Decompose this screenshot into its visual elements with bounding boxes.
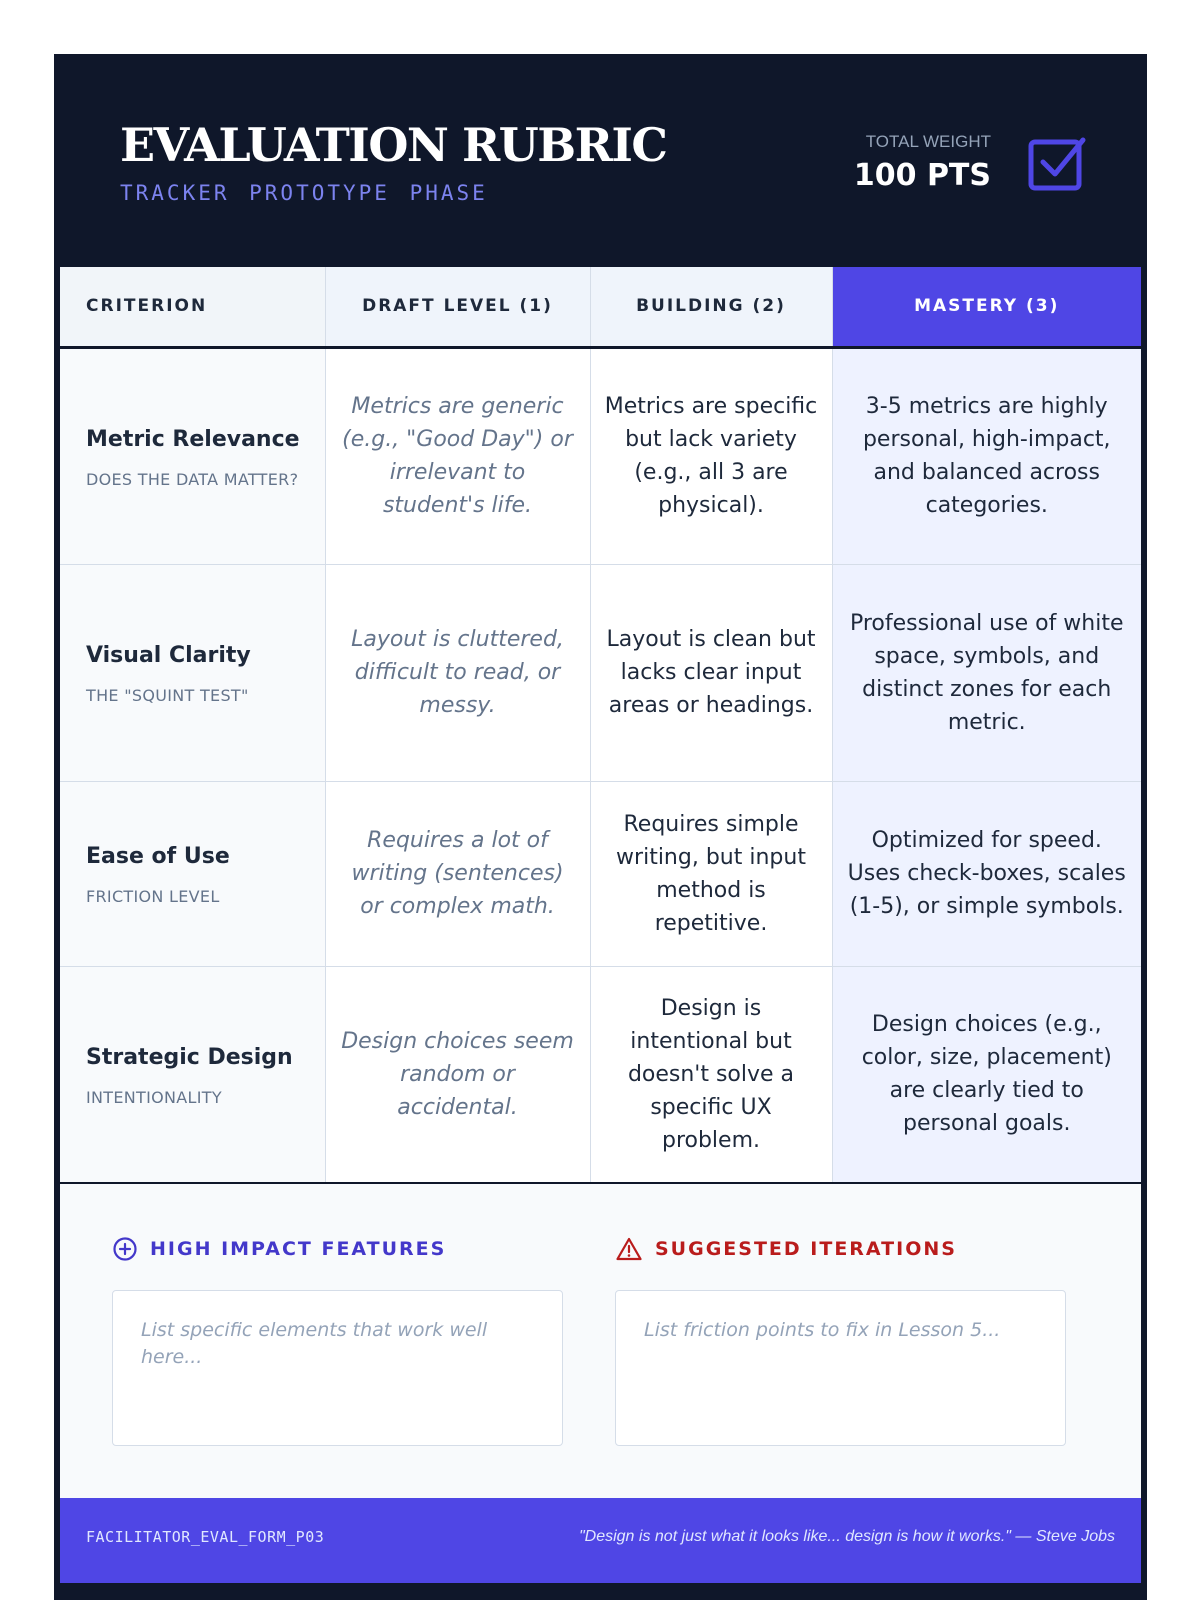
table-header-row [60,267,1141,347]
criterion-subtitle: DOES THE DATA MATTER? [86,469,299,489]
criterion-subtitle: INTENTIONALITY [86,1087,222,1107]
high-impact-features-section [112,1234,563,1451]
table-row [60,347,1141,564]
high-impact-features-input[interactable] [112,1290,563,1446]
mastery-cell: 3-5 metrics are highly personal, high-impact, and balanced across categories. [832,347,1141,564]
criterion-cell [60,966,325,1183]
footer [60,1498,1141,1583]
draft-cell: Metrics are generic (e.g., "Good Day") or irrelevant to student's life. [325,347,590,564]
criterion-cell [60,781,325,966]
suggested-iterations-title: SUGGESTED ITERATIONS [655,1238,957,1260]
checkbox-checked-icon [1027,134,1087,194]
column-header-building: BUILDING (2) [590,267,832,347]
building-cell: Requires simple writing, but input method is repetitive. [590,781,832,966]
table-row [60,966,1141,1183]
page-title: EVALUATION RUBRIC [120,118,667,172]
building-cell: Metrics are specific but lack variety (e.g., all 3 are physical). [590,347,832,564]
mastery-cell: Professional use of white space, symbols, and distinct zones for each metric. [832,564,1141,781]
criterion-name: Visual Clarity [86,643,251,668]
rubric-table [60,267,1141,1184]
column-header-criterion: CRITERION [60,267,325,347]
draft-cell: Design choices seem random or accidental. [325,966,590,1183]
page-subtitle: TRACKER PROTOTYPE PHASE [120,181,488,205]
plus-circle-icon [112,1236,138,1262]
mastery-cell: Design choices (e.g., color, size, placement) are clearly tied to personal goals. [832,966,1141,1183]
high-impact-features-title: HIGH IMPACT FEATURES [150,1238,447,1260]
warning-triangle-icon [615,1236,643,1262]
building-cell: Layout is clean but lacks clear input areas or headings. [590,564,832,781]
suggested-iterations-section [615,1234,1066,1451]
mastery-cell: Optimized for speed. Uses check-boxes, scales (1-5), or simple symbols. [832,781,1141,966]
criterion-subtitle: THE "SQUINT TEST" [86,686,249,705]
notes-section [60,1184,1141,1498]
footer-quote: "Design is not just what it looks like... design is how it works." — Steve Jobs [578,1528,1115,1545]
building-cell: Design is intentional but doesn't solve a specific UX problem. [590,966,832,1183]
criterion-subtitle: FRICTION LEVEL [86,887,220,906]
suggested-iterations-input[interactable] [615,1290,1066,1446]
column-header-draft: DRAFT LEVEL (1) [325,267,590,347]
suggested-iterations-heading [615,1234,1066,1264]
criterion-cell [60,347,325,564]
total-weight-value: 100 PTS [853,158,991,193]
table-row [60,781,1141,966]
total-weight-label: TOTAL WEIGHT [865,132,991,151]
rubric-sheet [60,267,1141,1583]
form-code: FACILITATOR_EVAL_FORM_P03 [86,1528,325,1546]
rubric-card [54,54,1147,1600]
high-impact-features-heading [112,1234,563,1264]
criterion-name: Metric Relevance [86,426,300,452]
table-row [60,564,1141,781]
header [60,54,1141,267]
criterion-name: Strategic Design [86,1044,293,1070]
column-header-mastery: MASTERY (3) [832,267,1141,347]
draft-cell: Requires a lot of writing (sentences) or complex math. [325,781,590,966]
criterion-name: Ease of Use [86,844,230,869]
criterion-cell [60,564,325,781]
draft-cell: Layout is cluttered, difficult to read, or messy. [325,564,590,781]
